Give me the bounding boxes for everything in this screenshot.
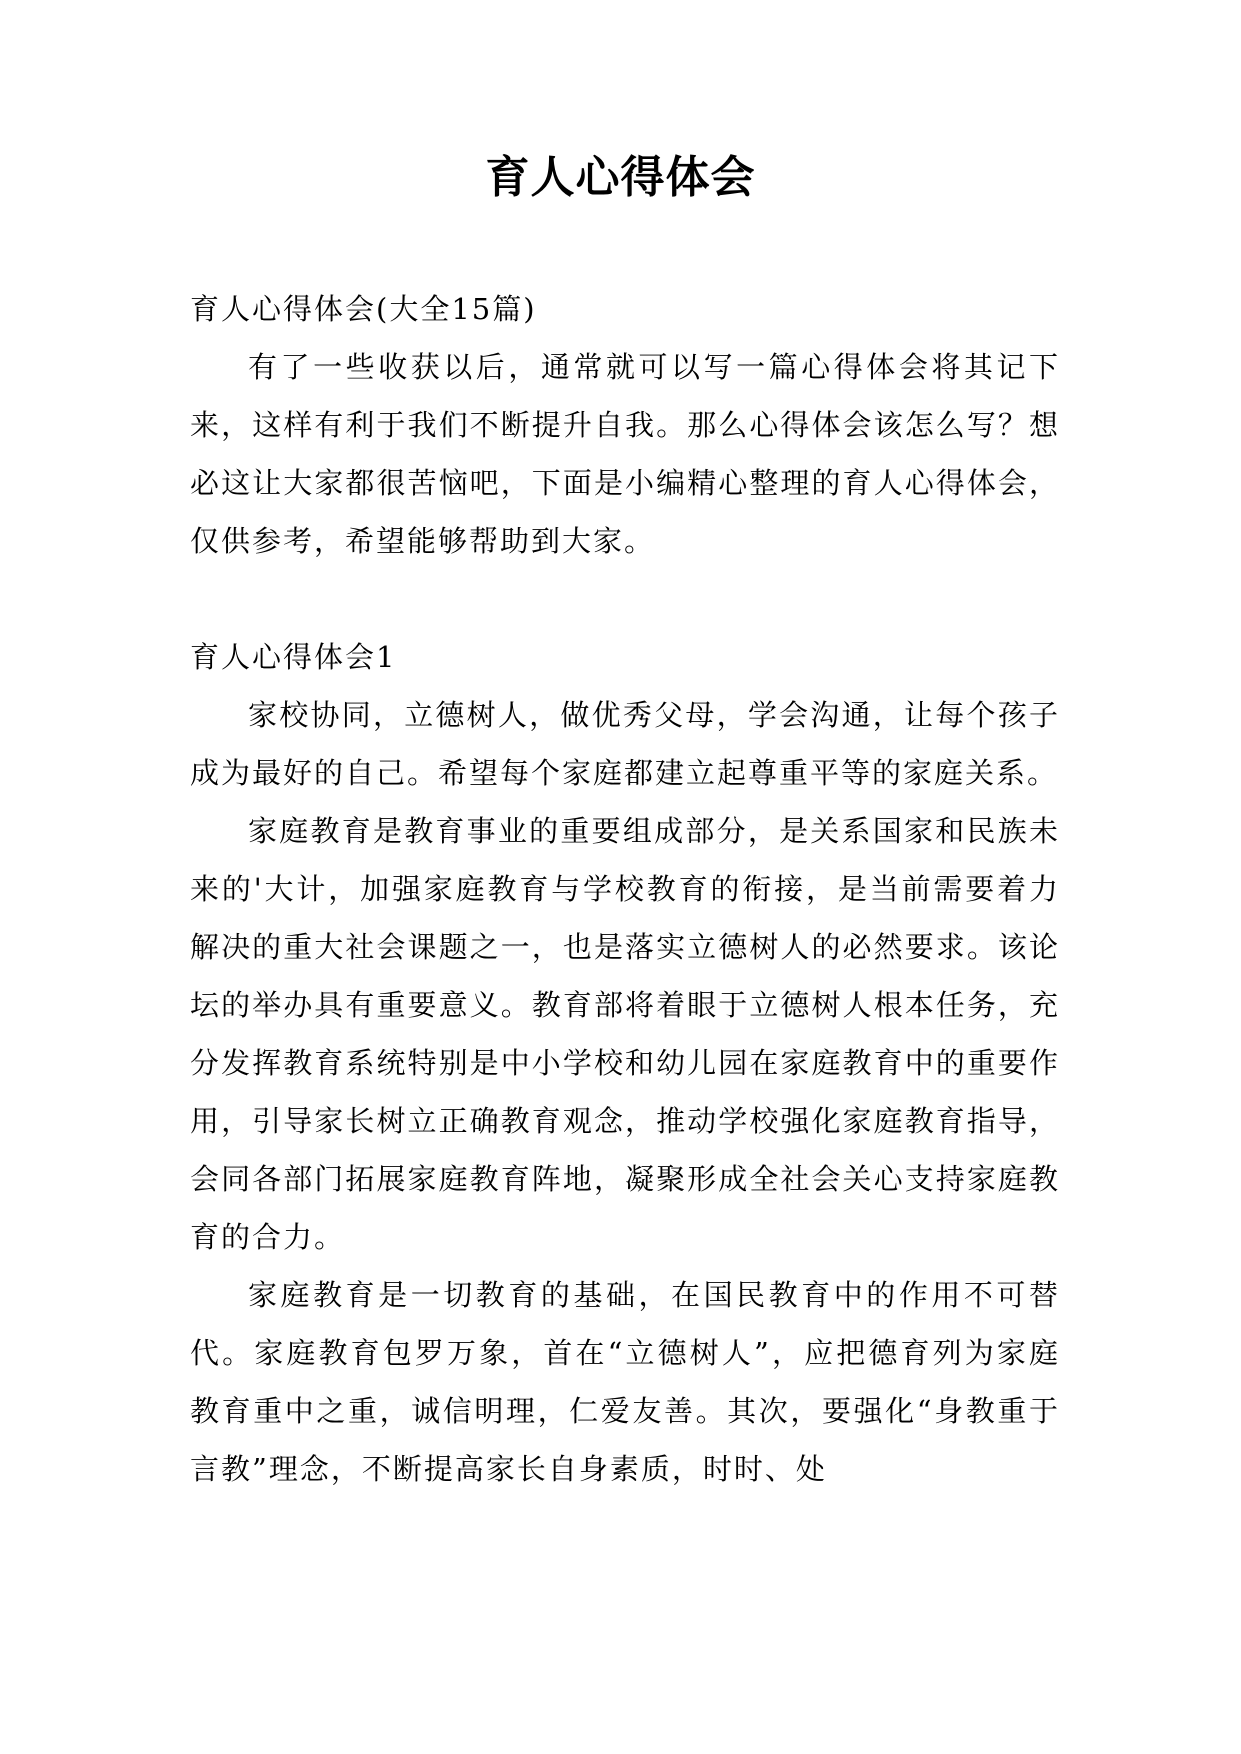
section-spacer	[190, 570, 1060, 628]
intro-paragraph: 有了一些收获以后，通常就可以写一篇心得体会将其记下来，这样有利于我们不断提升自我。那么心得体会该怎么写？想必这让大家都很苦恼吧，下面是小编精心整理的育人心得体会，仅供参考，希望能够帮助到大家。	[190, 350, 1060, 558]
document-body	[190, 280, 1060, 1498]
body-paragraph-1: 家校协同，立德树人，做优秀父母，学会沟通，让每个孩子成为最好的自己。希望每个家庭都建立起尊重平等的家庭关系。	[190, 698, 1060, 790]
document-title: 育人心得体会	[485, 152, 756, 203]
section-heading: 育人心得体会1	[190, 640, 397, 674]
body-paragraph-2: 家庭教育是教育事业的重要组成部分，是关系国家和民族未来的'大计，加强家庭教育与学校教育的衔接，是当前需要着力解决的重大社会课题之一，也是落实立德树人的必然要求。该论坛的举办具有重要意义。教育部将着眼于立德树人根本任务，充分发挥教育系统特别是中小学校和幼儿园在家庭教育中的重要作用，引导家长树立正确教育观念，推动学校强化家庭教育指导，会同各部门拓展家庭教育阵地，凝聚形成全社会关心支持家庭教育的合力。	[190, 814, 1060, 1254]
body-paragraph-3: 家庭教育是一切教育的基础，在国民教育中的作用不可替代。家庭教育包罗万象，首在“立德树人”，应把德育列为家庭教育重中之重，诚信明理，仁爱友善。其次，要强化“身教重于言教”理念，不断提高家长自身素质，时时、处	[190, 1278, 1060, 1486]
document-subtitle: 育人心得体会(大全15篇)	[190, 292, 537, 326]
